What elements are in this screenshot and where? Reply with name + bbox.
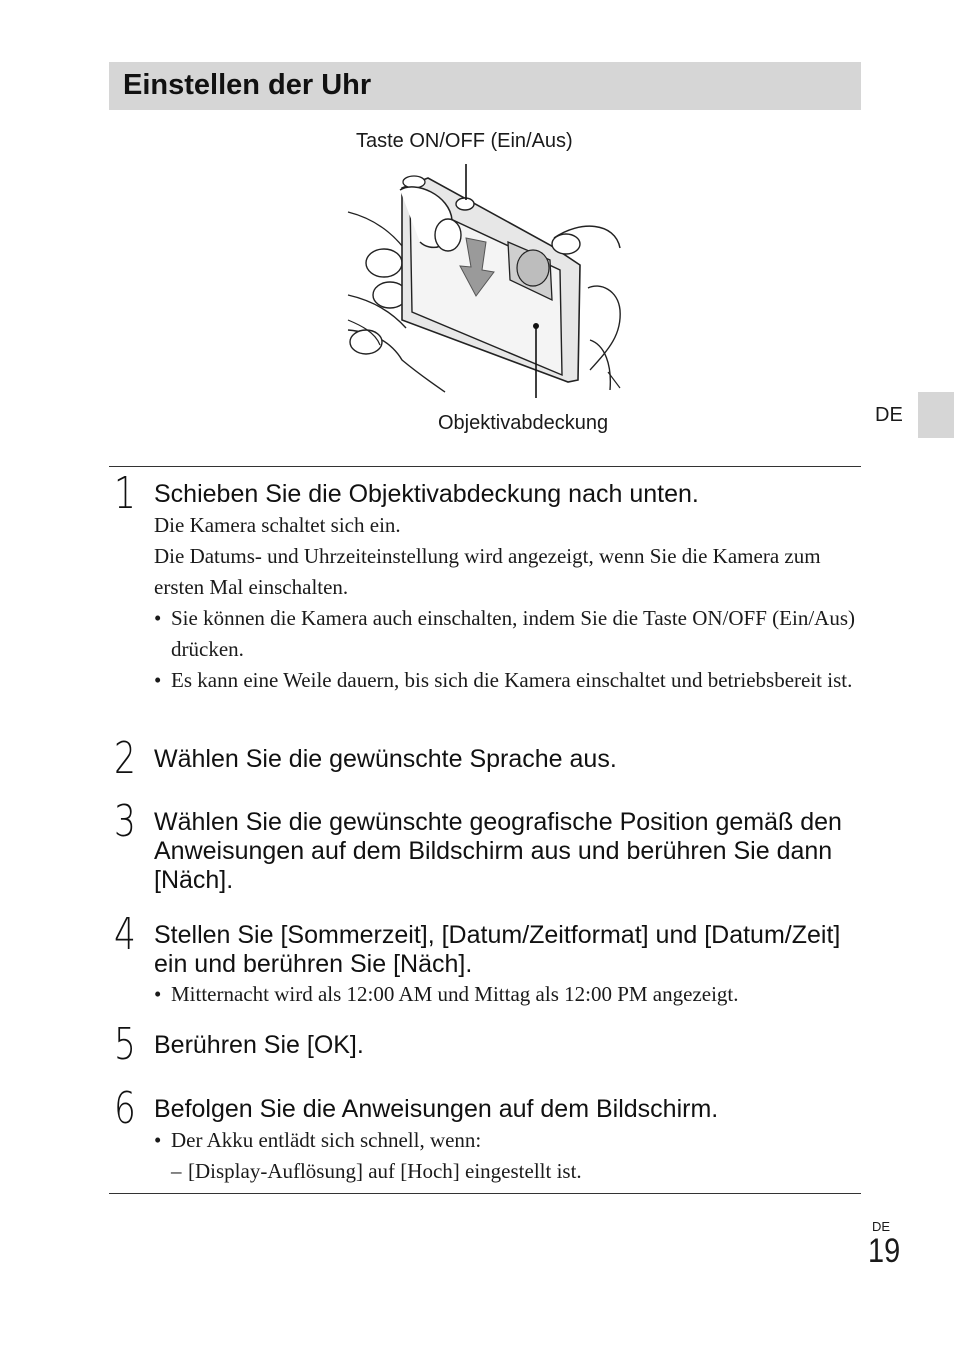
step-text: Die Kamera schaltet sich ein. xyxy=(154,513,401,537)
side-language-tab xyxy=(918,392,954,438)
footer-language: DE xyxy=(872,1219,891,1234)
step-body xyxy=(154,979,859,1010)
lens-cover-label: Objektivabdeckung xyxy=(438,412,609,434)
onoff-button-label: Taste ON/OFF (Ein/Aus) xyxy=(356,130,573,152)
page-title: Einstellen der Uhr xyxy=(123,69,372,101)
bullet-item: • Der Akku entlädt sich schnell, wenn: xyxy=(154,1125,859,1156)
step-title: Berühren Sie [OK]. xyxy=(154,1031,364,1059)
step-number: 2 xyxy=(114,733,136,784)
step-body xyxy=(154,1125,859,1187)
step-number: 6 xyxy=(114,1083,136,1134)
camera-illustration xyxy=(340,160,630,400)
step-title: Wählen Sie die gewünschte geografische Position gemäß den Anweisungen auf dem Bildschirm aus und berühren Sie dann [Näch]. xyxy=(154,808,842,894)
step-number: 3 xyxy=(114,796,136,847)
step-text: Die Datums- und Uhrzeiteinstellung wird angezeigt, wenn Sie die Kamera zum ersten Mal einschalten. xyxy=(154,544,821,599)
dash-item: – [Display-Auflösung] auf [Hoch] eingestellt ist. xyxy=(154,1156,859,1187)
step-title: Befolgen Sie die Anweisungen auf dem Bildschirm. xyxy=(154,1095,719,1123)
top-divider xyxy=(109,466,861,467)
step-number: 1 xyxy=(114,468,136,519)
step-title: Wählen Sie die gewünschte Sprache aus. xyxy=(154,745,617,773)
step-body xyxy=(154,510,859,696)
bullet-item: • Mitternacht wird als 12:00 AM und Mittag als 12:00 PM angezeigt. xyxy=(154,979,859,1010)
section-heading-bar xyxy=(109,62,861,110)
bullet-item: • Sie können die Kamera auch einschalten, indem Sie die Taste ON/OFF (Ein/Aus) drücken. xyxy=(154,603,859,665)
step-number: 5 xyxy=(114,1019,136,1070)
step-title: Schieben Sie die Objektivabdeckung nach unten. xyxy=(154,480,699,508)
step-number: 4 xyxy=(114,909,136,960)
step-title: Stellen Sie [Sommerzeit], [Datum/Zeitformat] und [Datum/Zeit] ein und berühren Sie [Näch]. xyxy=(154,921,841,978)
page-number: 19 xyxy=(868,1232,901,1270)
bullet-item: • Es kann eine Weile dauern, bis sich die Kamera einschaltet und betriebsbereit ist. xyxy=(154,665,859,696)
bottom-divider xyxy=(109,1193,861,1194)
side-language-label: DE xyxy=(875,404,903,426)
